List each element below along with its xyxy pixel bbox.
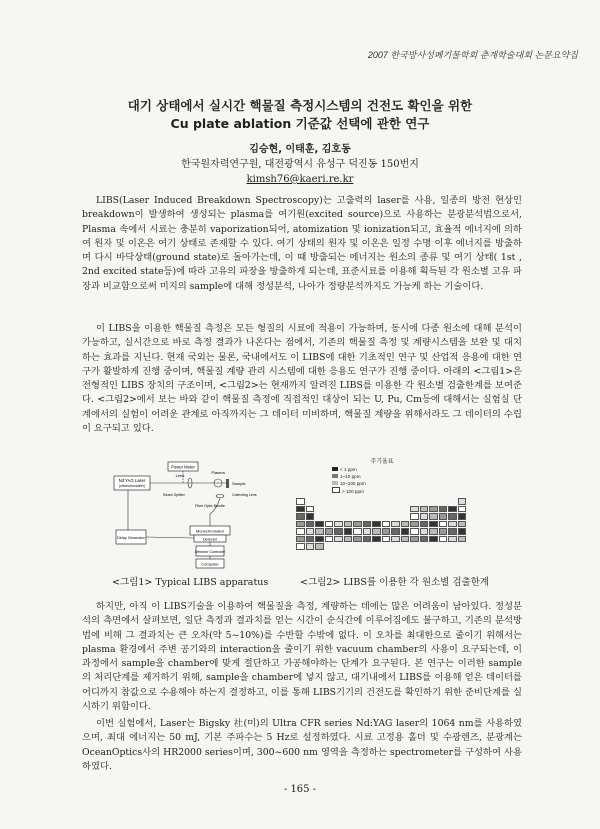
affiliation: 한국원자력연구원, 대전광역시 유성구 덕진동 150번지 (181, 159, 419, 170)
element-cell (458, 528, 467, 535)
element-cell (306, 521, 315, 528)
element-cell (344, 528, 353, 535)
element-cell (429, 528, 438, 535)
element-cell (296, 498, 305, 505)
legend-text-3: 10~100 ppm (340, 481, 366, 486)
element-cell (429, 506, 438, 513)
element-cell (334, 528, 343, 535)
legend-item-4 (332, 487, 376, 495)
element-cell (353, 536, 362, 543)
legend-item-2 (332, 473, 376, 480)
sample-block (226, 479, 229, 488)
email[interactable]: kimsh76@kaeri.re.kr (246, 174, 354, 185)
paragraph-1 (82, 194, 522, 294)
element-cell (458, 536, 467, 543)
element-cell (315, 536, 324, 543)
collecting-lens-label: Collecting Lens (232, 493, 257, 497)
element-cell (410, 536, 419, 543)
element-cell (410, 521, 419, 528)
element-cell (439, 513, 448, 520)
element-cell (306, 543, 315, 550)
legend-text-4: > 100 ppm (342, 489, 364, 494)
element-cell (401, 521, 410, 528)
element-cell (410, 528, 419, 535)
element-cell (353, 528, 362, 535)
element-cell (420, 506, 429, 513)
element-cell (458, 498, 467, 505)
sample-label: Sample (232, 481, 246, 486)
element-cell (401, 536, 410, 543)
element-cell (448, 536, 457, 543)
element-cell (306, 506, 315, 513)
element-cell (439, 536, 448, 543)
legend-text-2: 1~10 ppm (340, 474, 361, 479)
computer-label: Computer (201, 561, 219, 567)
periodic-table-legend (332, 466, 376, 495)
element-cell (372, 536, 381, 543)
element-cell (448, 528, 457, 535)
paragraph-2-text: 이 LIBS을 이용한 핵물질 측정은 모든 형질의 시료에 적용이 가능하며, 동시에 다종 원소에 대해 분석이 가능하고, 실시간으로 바로 측정 결과가 나온다는 점에서, 기존의 핵물질 측정 및 계량시스템을 보완 및 대치하는 효과를 지닌다. 현재 국외는 물론, 국내에서도 이 LIBS에 대한 기초적인 연구 및 산업적 응용에 대한 연구가 활발하게 진행 중이며, 핵물질 계량 관리 시스템에 대한 응용도 연구가 진행 중이다. 아래의 <그림1>은 전형적인 LIBS 장치의 구조이며, <그림2>는 현재까지 알려진 LIBS를 이용한 각 원소별 검출한계를 보여준다. <그림2>에서 보는 바와 같이 핵물질 측정에 직접적인 대상이 되는 U, Pu, Cm등에 대해서는 실험실 단계에서의 실험이 어려운 관계로 아직까지는 그 데이터 미비하며, 핵물질 계량을 위해서라도 그 데이터의 수립이 요구되고 있다. (82, 323, 522, 435)
element-cell (296, 543, 305, 550)
element-cell (363, 521, 372, 528)
detector-label: Detector (202, 537, 218, 542)
legend-swatch-3 (332, 481, 338, 485)
power-meter-label: Power Meter (171, 464, 195, 470)
element-cell (306, 528, 315, 535)
fiber-label: Fiber Optic Bundle (195, 504, 225, 508)
element-cell (420, 528, 429, 535)
paragraph-4-text: 이번 실험에서, Laser는 Bigsky 社(미)의 Ultra CFR series Nd:YAG laser의 1064 nm를 사용하였으며, 최대 에너지는 50 mJ, 기본 주파수는 5 Hz로 설정하였다. 시료 고정용 홀더 및 수광렌즈, 분광계는 OceanOptics사의 HR2000 series이며, 300~600 nm 영역을 측정하는 spectrometer를 구성하여 사용하였다. (82, 718, 522, 772)
legend-text-1: < 1 ppm (340, 467, 357, 472)
element-cell (306, 536, 315, 543)
figure1-caption: <그림1> Typical LIBS apparatus (112, 577, 269, 588)
element-cell (334, 521, 343, 528)
element-cell (363, 536, 372, 543)
fiber-path (210, 498, 220, 526)
paragraph-3-text: 하지만, 아직 이 LIBS기술을 이용하여 핵물질을 측정, 계량하는 데에는 많은 어려움이 남아있다. 정성분석의 측면에서 살펴보면, 일단 측정과 결과치를 얻는 시간이 순식간에 이루어짐에도 불구하고, 기존의 분석방법에 비해 그 결과치는 큰 오차(약 5~10%)를 수반할 수밖에 없다. 이 오차를 최대한으로 줄이기 위해서는 plasma 환경에서 주변 공기와의 interaction을 줄이기 위한 vacuum chamber의 사용이 요구되는데, 이 과정에서 sample을 chamber에 맞게 절단하고 가공해야하는 단계가 요구된다. 본 연구는 이러한 sample의 처리단계를 제거하기 위해, sample을 chamber에 넣지 않고, 대기내에서 LIBS를 이용해 얻은 데이터를 어디까지 참값으로 수용해야 하는지 결정하고, 이를 통해 LIBS기기의 건전도를 확인하기 위한 준비단계를 실시하기 위함이다. (82, 601, 522, 713)
element-cell (382, 521, 391, 528)
plasma-label: Plasma (211, 470, 225, 475)
element-cell (315, 528, 324, 535)
element-cell (306, 513, 315, 520)
element-cell (353, 521, 362, 528)
paragraph-4 (82, 717, 522, 774)
element-cell (439, 521, 448, 528)
mono-label: Monochromator (195, 528, 225, 534)
element-cell (448, 513, 457, 520)
det-ctrl-label: Detector Controller (194, 550, 226, 554)
figure2-caption: <그림2> LIBS를 이용한 각 원소별 검출한계 (300, 577, 490, 588)
element-cell (439, 528, 448, 535)
element-cell (420, 513, 429, 520)
element-cell (372, 521, 381, 528)
legend-swatch-1 (332, 467, 338, 471)
element-cell (344, 521, 353, 528)
element-cell (439, 506, 448, 513)
element-cell (334, 536, 343, 543)
element-cell (429, 536, 438, 543)
authors: 김승현, 이태훈, 김호동 (249, 144, 351, 155)
beam-splitter-label: Beam Splitter (163, 493, 185, 497)
paragraph-3 (82, 600, 522, 714)
element-cell (344, 536, 353, 543)
legend-swatch-2 (332, 474, 338, 478)
legend-item-1 (332, 466, 376, 473)
element-cell (391, 521, 400, 528)
element-cell (458, 521, 467, 528)
legend-swatch-4 (332, 487, 340, 493)
element-cell (458, 513, 467, 520)
periodic-table-title: 주기율표 (370, 458, 394, 465)
page-number: - 165 - (283, 784, 317, 795)
lens-label: Lens (175, 473, 185, 478)
periodic-table-grid (296, 498, 468, 566)
element-cell (429, 513, 438, 520)
delay-label: Delay Generator (117, 536, 145, 540)
figure1-apparatus-diagram (110, 460, 280, 570)
element-cell (296, 506, 305, 513)
element-cell (401, 528, 410, 535)
element-cell (410, 506, 419, 513)
element-cell (372, 528, 381, 535)
laser-label: Nd:YAG Laser (118, 478, 146, 483)
element-cell (420, 521, 429, 528)
collecting-lens-shape (216, 495, 224, 498)
element-cell (325, 521, 334, 528)
paragraph-1-text: LIBS(Laser Induced Breakdown Spectroscopy)는 고출력의 laser를 사용, 일종의 방전 현상인 breakdown이 발생하여 생성되는 plasma를 여기원(excited source)으로 사용하는 분광분석법으로서, Plasma 속에서 시료는 충분히 vaporization되어, atomization 및 ionization되고, 효율적 에너지에 의하여 원자 및 이온은 여기 상태로 존재할 수 있다. 여기 상태의 원자 및 이온은 일정 수명 이후 에너지를 방출하며 다시 바닥상태(ground state)로 돌아가는데, 이 때 방출되는 에너지는 원소의 종류 및 여기 상태( 1st , 2nd excited state등)에 따라 고유의 파장을 방출하게 되는데, 표준시료를 이용해 획득된 각 원소별 고유 파장과 비교함으로써 미지의 sample에 대해 정성분석, 나아가 정량분석까지도 가능케 하는 기술이다. (82, 195, 522, 292)
element-cell (448, 521, 457, 528)
conference-header: 2007 한국방사성폐기물학회 춘계학술대회 논문요약집 (367, 50, 578, 60)
element-cell (296, 513, 305, 520)
figure2-periodic-table (292, 456, 472, 568)
element-cell (429, 521, 438, 528)
element-cell (315, 521, 324, 528)
element-cell (325, 528, 334, 535)
element-cell (315, 543, 324, 550)
element-cell (296, 536, 305, 543)
paper-title-line1: 대기 상태에서 실시간 핵물질 측정시스템의 건전도 확인을 위한 (127, 98, 473, 113)
element-cell (325, 536, 334, 543)
laser-sub-label: (electro/controller) (119, 484, 145, 488)
element-cell (391, 536, 400, 543)
element-cell (296, 528, 305, 535)
paper-title-line2: Cu plate ablation 기준값 선택에 관한 연구 (170, 116, 430, 131)
element-cell (458, 506, 467, 513)
element-cell (296, 521, 305, 528)
element-cell (420, 536, 429, 543)
element-cell (382, 528, 391, 535)
element-cell (410, 513, 419, 520)
paragraph-2 (82, 322, 522, 436)
element-cell (448, 506, 457, 513)
element-cell (391, 528, 400, 535)
legend-item-3 (332, 480, 376, 487)
element-cell (382, 536, 391, 543)
element-cell (363, 528, 372, 535)
delay-detector-wire (146, 537, 194, 538)
